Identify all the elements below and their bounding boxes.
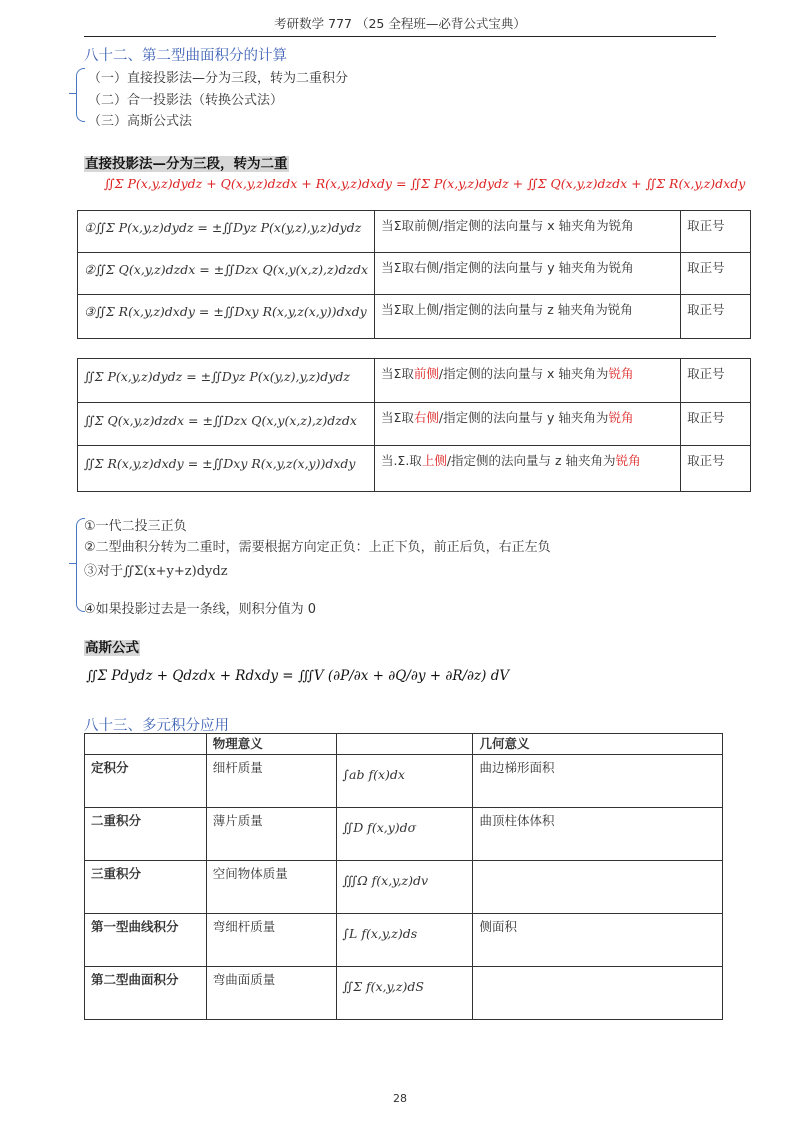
formula-cell: ∬Σ Q(x,y,z)dzdx = ±∬Dzx Q(x,y(x,z),z)dzdx — [78, 403, 375, 446]
integral-name: 第一型曲线积分 — [85, 914, 207, 967]
sign-cell: 取正号 — [681, 446, 751, 492]
geometric-meaning — [473, 861, 723, 914]
gauss-heading-text: 高斯公式 — [85, 640, 139, 656]
geometric-meaning — [473, 967, 723, 1020]
geometric-meaning: 曲顶柱体体积 — [473, 808, 723, 861]
cond-text: 当Σ取 — [380, 410, 414, 425]
table-row — [85, 808, 723, 861]
integral-name: 定积分 — [85, 755, 207, 808]
method-1: （一）直接投影法—分为三段，转为二重积分 — [88, 71, 349, 86]
page-header: 考研数学 777 （25 全程班—必背公式宝典） — [274, 16, 526, 31]
formula-cell: ③∬Σ R(x,y,z)dxdy = ±∬Dxy R(x,y,z(x,y))dxdy — [78, 295, 375, 339]
direct-main-formula — [104, 176, 745, 191]
cond-text: 当Σ取 — [380, 366, 414, 381]
direct-main-formula-text: ∬Σ P(x,y,z)dydz + Q(x,y,z)dzdx + R(x,y,z)dxdy = ∬Σ P(x,y,z)dydz + ∬Σ Q(x,y,z)dzdx + ∬Σ R(x,y,z)dxdy — [104, 176, 746, 191]
methods-brace — [76, 68, 85, 122]
integral-formula: ∬D f(x,y)dσ — [336, 808, 473, 861]
physical-meaning: 弯细杆质量 — [206, 914, 336, 967]
section-82-title: 八十二、第二型曲面积分的计算 — [84, 48, 287, 64]
integral-formula: ∬Σ f(x,y,z)dS — [336, 967, 473, 1020]
physical-meaning: 空间物体质量 — [206, 861, 336, 914]
note-4: ④如果投影过去是一条线，则积分值为 0 — [84, 602, 317, 617]
table-row — [78, 253, 751, 295]
direct-heading-text: 直接投影法—分为三段，转为二重 — [85, 156, 288, 172]
header-physics: 物理意义 — [206, 734, 336, 755]
direct-table-2 — [77, 358, 751, 492]
header-cell-empty — [85, 734, 207, 755]
notes-brace-tip — [69, 563, 76, 564]
sign-cell: 取正号 — [681, 403, 751, 446]
sign-cell: 取正号 — [681, 253, 751, 295]
gauss-formula: ∬Σ Pdydz + Qdzdx + Rdxdy = ∭V (∂P/∂x + ∂Q/∂y + ∂R/∂z) dV — [86, 668, 510, 684]
cond-red-angle: 锐角 — [608, 410, 634, 425]
header-cell-empty — [336, 734, 473, 755]
condition-cell — [374, 359, 680, 403]
integral-formula: ∫ab f(x)dx — [336, 755, 473, 808]
physical-meaning: 弯曲面质量 — [206, 967, 336, 1020]
section-83-title: 八十三、多元积分应用 — [84, 718, 229, 734]
integral-formula: ∭Ω f(x,y,z)dv — [336, 861, 473, 914]
table-row — [78, 295, 751, 339]
table-row — [78, 403, 751, 446]
cond-red-angle: 锐角 — [608, 366, 634, 381]
integral-name: 第二型曲面积分 — [85, 967, 207, 1020]
integral-name: 三重积分 — [85, 861, 207, 914]
note-2: ②二型曲积分转为二重时，需要根据方向定正负：上正下负，前正后负，右正左负 — [84, 540, 551, 555]
table-row — [78, 359, 751, 403]
methods-brace-tip — [69, 93, 76, 94]
sign-cell: 取正号 — [681, 295, 751, 339]
condition-cell: 当Σ取右侧/指定侧的法向量与 y 轴夹角为锐角 — [375, 253, 681, 295]
condition-cell: 当Σ取前侧/指定侧的法向量与 x 轴夹角为锐角 — [375, 211, 681, 253]
note-3: ③对于∬Σ(x+y+z)dydz — [84, 564, 228, 579]
table-row — [85, 967, 723, 1020]
gauss-heading — [84, 636, 140, 656]
formula-cell: ∬Σ R(x,y,z)dxdy = ±∬Dxy R(x,y,z(x,y))dxdy — [78, 446, 375, 492]
condition-cell: 当Σ取上侧/指定侧的法向量与 z 轴夹角为锐角 — [375, 295, 681, 339]
table-row — [78, 446, 751, 492]
table-row — [78, 211, 751, 253]
table-row — [85, 861, 723, 914]
cond-red-side: 上侧 — [421, 453, 447, 468]
direct-heading — [84, 152, 289, 172]
header-geometry: 几何意义 — [473, 734, 723, 755]
integral-formula: ∫L f(x,y,z)ds — [336, 914, 473, 967]
table-row — [85, 914, 723, 967]
header-rule — [84, 36, 716, 37]
table-header-row — [85, 734, 723, 755]
geometric-meaning: 侧面积 — [473, 914, 723, 967]
cond-red-side: 前侧 — [413, 366, 439, 381]
table-row — [85, 755, 723, 808]
formula-cell: ②∬Σ Q(x,y,z)dzdx = ±∬Dzx Q(x,y(x,z),z)dzdx — [78, 253, 375, 295]
integral-name: 二重积分 — [85, 808, 207, 861]
sign-cell: 取正号 — [681, 359, 751, 403]
geometric-meaning: 曲边梯形面积 — [473, 755, 723, 808]
cond-text: /指定侧的法向量与 z 轴夹角为 — [446, 453, 616, 468]
cond-red-side: 右侧 — [413, 410, 439, 425]
cond-red-angle: 锐角 — [615, 453, 641, 468]
cond-text: /指定侧的法向量与 x 轴夹角为 — [438, 366, 609, 381]
cond-text: /指定侧的法向量与 y 轴夹角为 — [438, 410, 609, 425]
page-number: 28 — [393, 1092, 407, 1105]
formula-cell: ∬Σ P(x,y,z)dydz = ±∬Dyz P(x(y,z),y,z)dydz — [78, 359, 375, 403]
condition-cell — [374, 446, 680, 492]
method-2: （二）合一投影法（转换公式法） — [88, 93, 284, 108]
physical-meaning: 细杆质量 — [206, 755, 336, 808]
note-1: ①一代二投三正负 — [84, 519, 187, 534]
method-3: （三）高斯公式法 — [88, 114, 193, 129]
cond-text: 当.Σ.取 — [380, 453, 422, 468]
physical-meaning: 薄片质量 — [206, 808, 336, 861]
condition-cell — [374, 403, 680, 446]
direct-table-1 — [77, 210, 751, 339]
sign-cell: 取正号 — [681, 211, 751, 253]
applications-table — [84, 733, 723, 1020]
formula-cell: ①∬Σ P(x,y,z)dydz = ±∬Dyz P(x(y,z),y,z)dydz — [78, 211, 375, 253]
